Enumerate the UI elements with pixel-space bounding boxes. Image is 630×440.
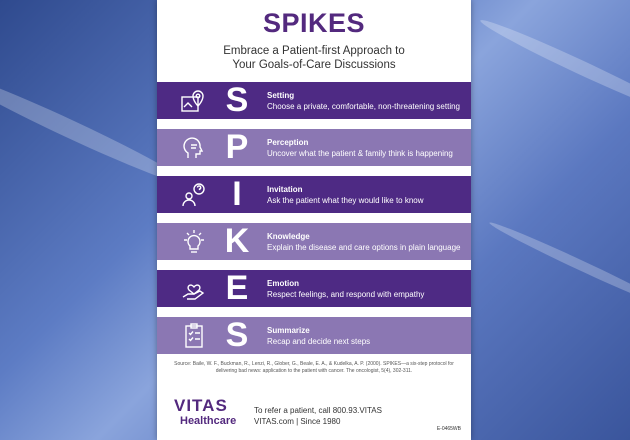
row-desc: Respect feelings, and respond with empathy bbox=[267, 289, 425, 299]
letter-s: S bbox=[225, 81, 249, 119]
document-code: E-0465WB bbox=[436, 426, 461, 432]
letter-k: K bbox=[224, 222, 250, 260]
row-title: Knowledge bbox=[267, 231, 310, 241]
row-desc: Recap and decide next steps bbox=[267, 336, 371, 346]
logo-sub-text: Healthcare bbox=[180, 415, 237, 427]
row-perception bbox=[157, 129, 471, 166]
poster-subtitle bbox=[157, 44, 471, 72]
row-invitation bbox=[157, 176, 471, 213]
row-desc: Choose a private, comfortable, non-threatening setting bbox=[267, 101, 461, 111]
subtitle-line-1: Embrace a Patient-first Approach to bbox=[223, 45, 405, 57]
heart-hand-icon bbox=[179, 274, 209, 304]
source-citation: Source: Baile, W. F., Buckman, R., Lenzi, R., Glober, G., Beale, E. A., & Kudelka, A. P. (2000). SPIKES—a six-step protocol for delivering bad news: application to the patient with cancer. The oncologist, 5(4), 302-311. bbox=[174, 361, 454, 374]
location-pin-icon bbox=[179, 86, 209, 116]
row-emotion bbox=[157, 270, 471, 307]
vitas-logo bbox=[174, 397, 236, 427]
subtitle-line-2: Your Goals-of-Care Discussions bbox=[232, 59, 396, 71]
lightbulb-icon bbox=[179, 227, 209, 257]
letter-s: S bbox=[225, 316, 249, 354]
referral-website: VITAS.com | Since 1980 bbox=[254, 417, 341, 426]
poster-title: SPIKES bbox=[262, 8, 366, 38]
row-setting bbox=[157, 82, 471, 119]
referral-info bbox=[254, 405, 382, 427]
question-person-icon bbox=[179, 180, 209, 210]
referral-phone: To refer a patient, call 800.93.VITAS bbox=[254, 406, 382, 415]
row-desc: Uncover what the patient & family think is happening bbox=[267, 148, 453, 158]
row-summarize bbox=[157, 317, 471, 354]
checklist-icon bbox=[179, 321, 209, 351]
row-title: Setting bbox=[267, 90, 295, 100]
letter-e: E bbox=[225, 269, 249, 307]
row-title: Summarize bbox=[267, 325, 310, 335]
logo-main-text: VITAS bbox=[174, 396, 228, 415]
row-desc: Ask the patient what they would like to know bbox=[267, 195, 424, 205]
row-title: Invitation bbox=[267, 184, 303, 194]
row-title: Perception bbox=[267, 137, 309, 147]
row-knowledge bbox=[157, 223, 471, 260]
head-icon bbox=[179, 133, 209, 163]
poster bbox=[157, 0, 471, 440]
row-title: Emotion bbox=[267, 278, 299, 288]
row-desc: Explain the disease and care options in plain language bbox=[267, 242, 461, 252]
letter-i: I bbox=[232, 175, 242, 213]
letter-p: P bbox=[225, 128, 249, 166]
